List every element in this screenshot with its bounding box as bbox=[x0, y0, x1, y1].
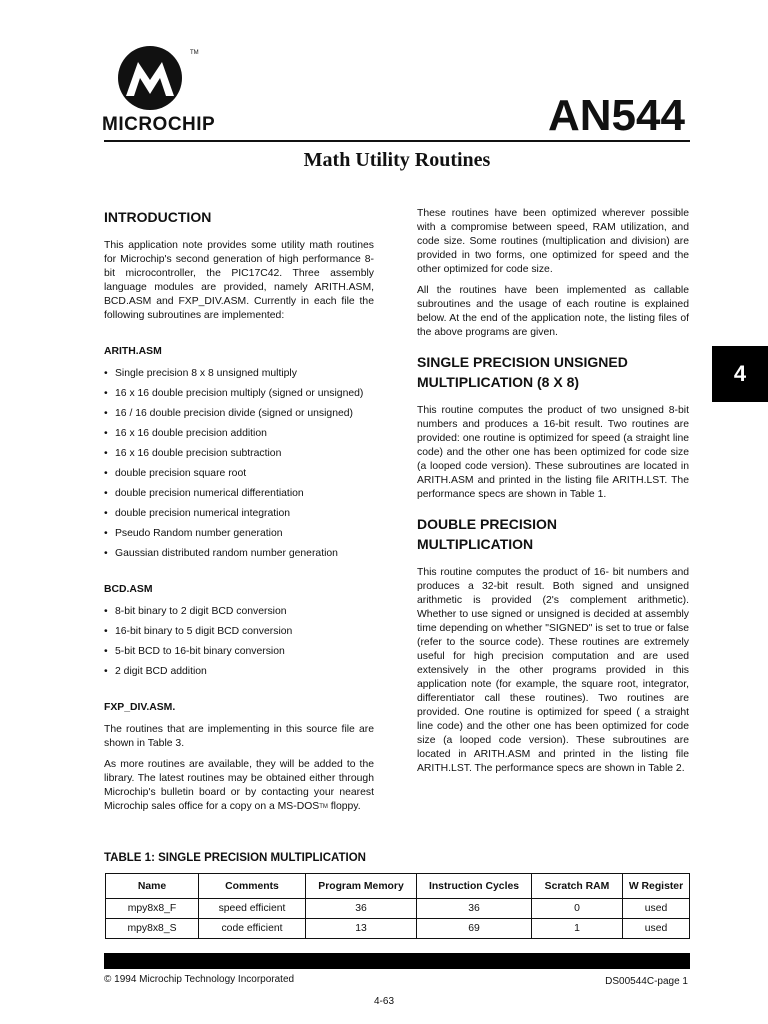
footer-bar bbox=[104, 953, 690, 969]
page-number: 4-63 bbox=[373, 996, 394, 1007]
page-id: DS00544C-page 1 bbox=[605, 976, 688, 987]
fxp-heading: FXP_DIV.ASM. bbox=[104, 702, 176, 713]
bcd-list bbox=[104, 605, 374, 679]
table-cell: used bbox=[623, 899, 690, 919]
column-header: Program Memory bbox=[306, 874, 417, 899]
table-cell: speed efficient bbox=[199, 899, 306, 919]
table-cell: code efficient bbox=[199, 919, 306, 939]
list-item: • 16 x 16 double precision multiply (signed or unsigned) bbox=[104, 387, 374, 401]
list-item: • double precision numerical differentiation bbox=[104, 487, 374, 501]
column-header: Scratch RAM bbox=[532, 874, 623, 899]
logo-trademark: TM bbox=[190, 50, 199, 56]
list-item: • 16 x 16 double precision subtraction bbox=[104, 447, 374, 461]
table-row bbox=[106, 899, 690, 919]
list-item: • 16 / 16 double precision divide (signed or unsigned) bbox=[104, 407, 374, 421]
table-header-row bbox=[106, 874, 690, 899]
list-item: • 16-bit binary to 5 digit BCD conversion bbox=[104, 625, 374, 639]
table-cell: 36 bbox=[417, 899, 532, 919]
subroutines-text: All the routines have been implemented as callable subroutines and the usage of each routine is explained below. At the end of the application note, the listing files of the above programs are given. bbox=[417, 285, 689, 338]
column-header: Instruction Cycles bbox=[417, 874, 532, 899]
document-number: AN544 bbox=[548, 91, 685, 140]
company-wordmark: MICROCHIP bbox=[102, 114, 216, 135]
page-title: Math Utility Routines bbox=[303, 149, 491, 171]
optimization-text: These routines have been optimized wherever possible with a compromise between speed, RAM utilization, and code size. Some routines (multiplication and division) are provided in two forms, one optimized for speed and the other optimized for code size. bbox=[417, 208, 689, 275]
list-item: • 5-bit BCD to 16-bit binary conversion bbox=[104, 645, 374, 659]
table-caption: TABLE 1: SINGLE PRECISION MULTIPLICATION bbox=[104, 852, 366, 864]
table-cell: 0 bbox=[532, 899, 623, 919]
list-item: • double precision square root bbox=[104, 467, 374, 481]
table-row bbox=[106, 919, 690, 939]
column-header: Comments bbox=[199, 874, 306, 899]
table-cell: mpy8x8_S bbox=[106, 919, 199, 939]
column-header: Name bbox=[106, 874, 199, 899]
list-item: • 2 digit BCD addition bbox=[104, 665, 374, 679]
section-tab: 4 bbox=[712, 346, 768, 402]
arith-list bbox=[104, 367, 374, 561]
double-precision-text: This routine computes the product of 16- bit numbers and produces a 32-bit result. Both signed and unsigned arithmetic is provided (2's complement arithmetic). Whether to use signed or unsigned is decided at assembly time depending on whether "SIGNED" is set to true or false (refer to the source code). These routines are extremely useful for high precision computation and are used extensively in the other programs provided in this application note (for example, the square root, integrator, differentiator call these routines). Two routines are provided. One routine is optimized for speed ( a straight line code) and the other one has been optimized for code size (a looped code version). These subroutines are located in ARITH.ASM and printed in the listing file ARITH.LST. The performance specs are shown in Table 2. bbox=[417, 567, 689, 774]
single-precision-text: This routine computes the product of two unsigned 8-bit numbers and produces a 16-bit result. Two routines are provided: one routine is optimized for speed (a straight line code) and the other one has been optimized for code size (a looped code version). These subroutines are located in ARITH.ASM and printed in the listing file ARITH.LST. The performance specs are shown in Table 1. bbox=[417, 405, 689, 500]
double-precision-heading: DOUBLE PRECISION MULTIPLICATION bbox=[417, 516, 558, 552]
list-item: • Gaussian distributed random number generation bbox=[104, 547, 374, 561]
table-cell: used bbox=[623, 919, 690, 939]
single-precision-heading: SINGLE PRECISION UNSIGNED MULTIPLICATION (8 X 8) bbox=[417, 354, 628, 390]
more-routines-text: As more routines are available, they will be added to the library. The latest routines may be obtained either through Microchip's bulletin board or by contacting your nearest Microchip sales office for a copy on a MS-DOS™ floppy. bbox=[104, 759, 374, 812]
performance-table bbox=[105, 873, 690, 939]
fxp-text: The routines that are implementing in this source file are shown in Table 3. bbox=[104, 724, 374, 749]
list-item: • Single precision 8 x 8 unsigned multiply bbox=[104, 367, 374, 381]
table-cell: 1 bbox=[532, 919, 623, 939]
list-item: • Pseudo Random number generation bbox=[104, 527, 374, 541]
right-column bbox=[417, 207, 689, 783]
table-cell: 13 bbox=[306, 919, 417, 939]
list-item: • 8-bit binary to 2 digit BCD conversion bbox=[104, 605, 374, 619]
bcd-heading: BCD.ASM bbox=[104, 584, 153, 595]
header-rule bbox=[104, 140, 690, 142]
column-header: W Register bbox=[623, 874, 690, 899]
introduction-text: This application note provides some utility math routines for Microchip's second generation of high performance 8-bit microcontroller, the PIC17C42. Three assembly language modules are provided, namely ARITH.ASM, BCD.ASM and FXP_DIV.ASM. Currently in each file the following subroutines are implemented: bbox=[104, 240, 374, 321]
list-item: • double precision numerical integration bbox=[104, 507, 374, 521]
arith-heading: ARITH.ASM bbox=[104, 346, 162, 357]
introduction-heading: INTRODUCTION bbox=[104, 209, 212, 225]
table-cell: mpy8x8_F bbox=[106, 899, 199, 919]
copyright-text: © 1994 Microchip Technology Incorporated bbox=[104, 974, 295, 985]
left-column bbox=[104, 207, 374, 821]
table-cell: 36 bbox=[306, 899, 417, 919]
list-item: • 16 x 16 double precision addition bbox=[104, 427, 374, 441]
table-cell: 69 bbox=[417, 919, 532, 939]
